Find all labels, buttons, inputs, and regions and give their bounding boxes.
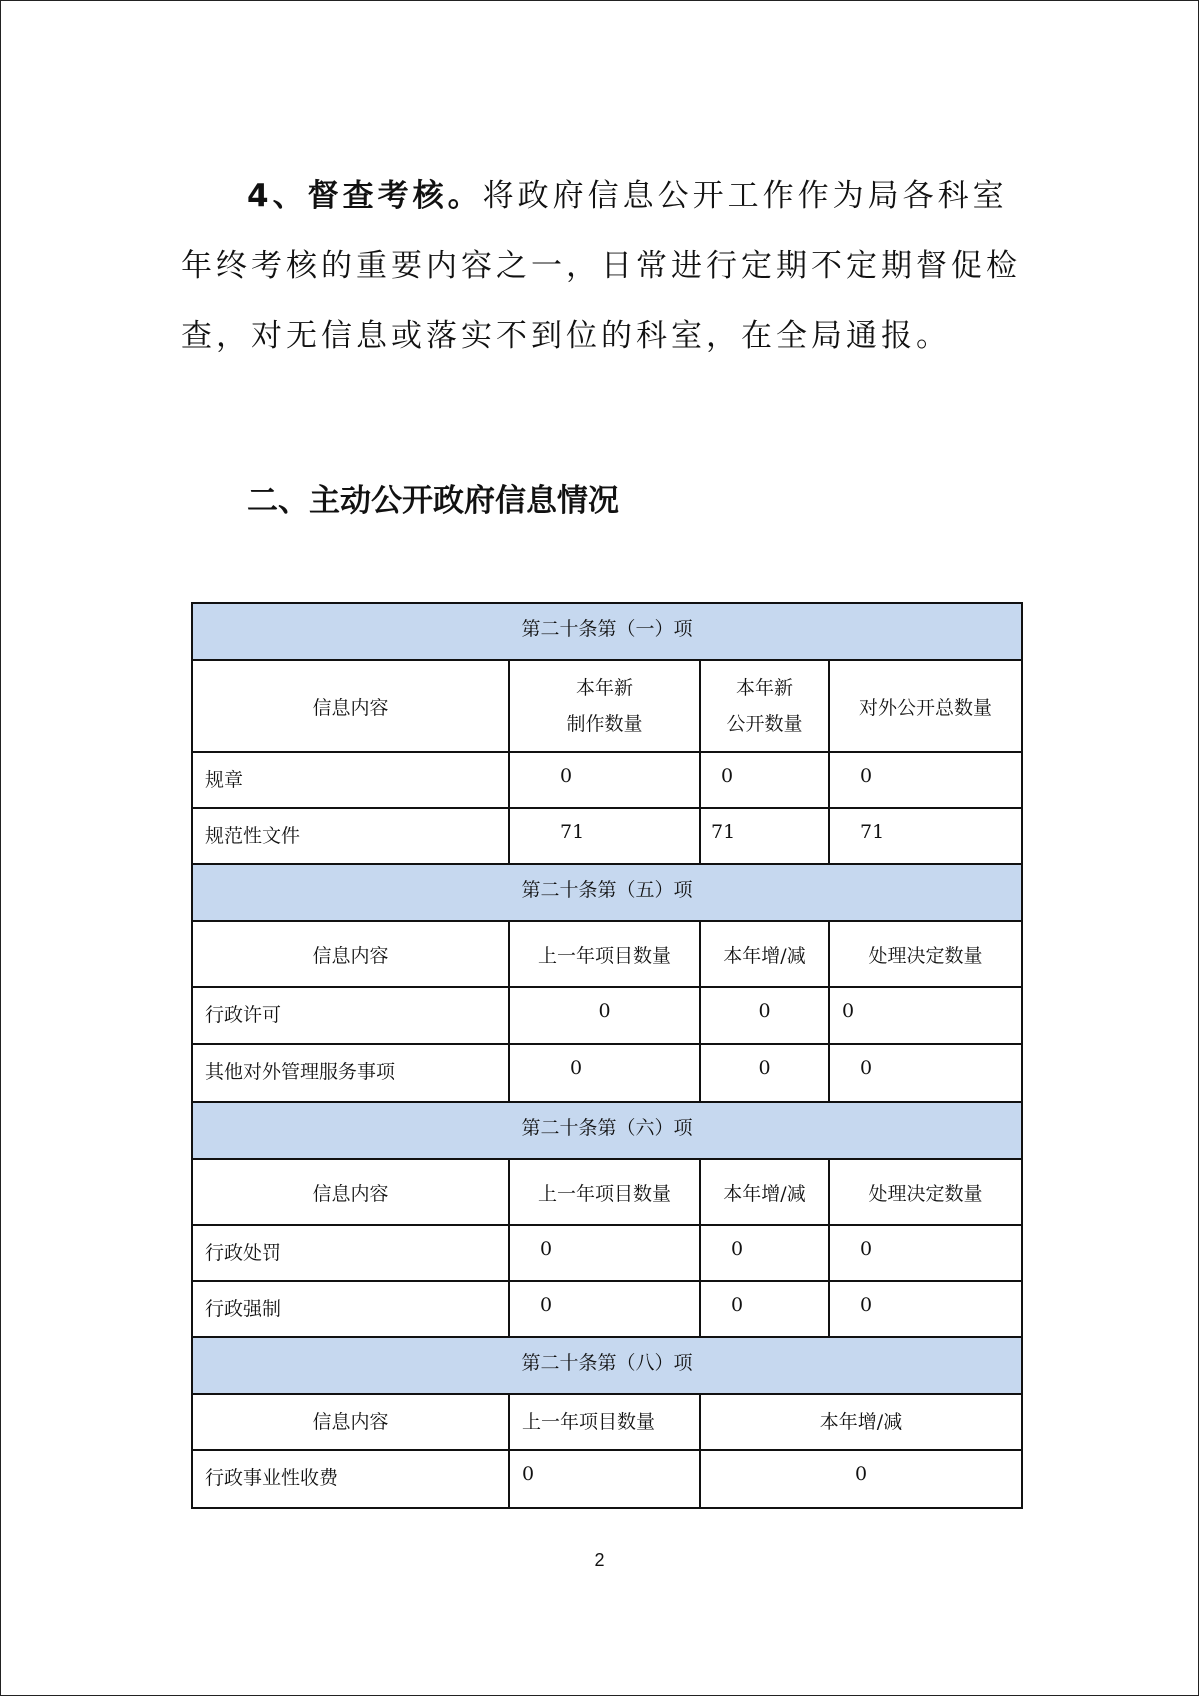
- section-title: 第二十条第（一）项: [192, 603, 1022, 660]
- column-header: 本年新 公开数量: [700, 660, 829, 752]
- column-header: 信息内容: [192, 1159, 509, 1225]
- column-header: 信息内容: [192, 660, 509, 752]
- disclosure-table: [191, 602, 1023, 1509]
- table-cell: 0: [509, 1450, 700, 1508]
- section-header-row: [192, 603, 1022, 660]
- table-cell: 0: [509, 987, 700, 1044]
- table-row: [192, 1044, 1022, 1102]
- table-cell: 行政许可: [192, 987, 509, 1044]
- table-cell: 0: [829, 752, 1022, 808]
- table-cell: 0: [509, 752, 700, 808]
- section-title: 第二十条第（八）项: [192, 1337, 1022, 1394]
- column-header: 信息内容: [192, 1394, 509, 1450]
- column-header-row: [192, 1394, 1022, 1450]
- paragraph-body: 将政府信息公开工作作为局各科室年终考核的重要内容之一，日常进行定期不定期督促检查，对无信息或落实不到位的科室，在全局通报。: [181, 178, 1021, 354]
- paragraph-lead: 4、督查考核。: [247, 178, 483, 214]
- table-row: [192, 1281, 1022, 1337]
- table-cell: 71: [700, 808, 829, 864]
- table-cell: 0: [829, 1281, 1022, 1337]
- section-title: 第二十条第（六）项: [192, 1102, 1022, 1159]
- table-cell: 0: [509, 1281, 700, 1337]
- column-header: 本年增/减: [700, 1394, 1022, 1450]
- section-header-row: [192, 1102, 1022, 1159]
- table-cell: 其他对外管理服务事项: [192, 1044, 509, 1102]
- table-row: [192, 1450, 1022, 1508]
- section-title: 第二十条第（五）项: [192, 864, 1022, 921]
- table-cell: 0: [829, 1044, 1022, 1102]
- table-row: [192, 808, 1022, 864]
- table-row: [192, 752, 1022, 808]
- supervision-paragraph: [181, 161, 1021, 371]
- table-cell: 71: [509, 808, 700, 864]
- column-header: 上一年项目数量: [509, 921, 700, 987]
- section-header-row: [192, 864, 1022, 921]
- table-row: [192, 987, 1022, 1044]
- table-cell: 0: [700, 1450, 1022, 1508]
- column-header-row: [192, 921, 1022, 987]
- table-cell: 行政事业性收费: [192, 1450, 509, 1508]
- table-cell: 规范性文件: [192, 808, 509, 864]
- column-header: 上一年项目数量: [509, 1394, 700, 1450]
- table-cell: 0: [700, 1225, 829, 1281]
- column-header-row: [192, 1159, 1022, 1225]
- table-cell: 0: [700, 1281, 829, 1337]
- table-cell: 0: [509, 1225, 700, 1281]
- table-cell: 0: [700, 752, 829, 808]
- column-header: 处理决定数量: [829, 921, 1022, 987]
- column-header: 信息内容: [192, 921, 509, 987]
- table-cell: 71: [829, 808, 1022, 864]
- table-cell: 0: [509, 1044, 700, 1102]
- column-header: 处理决定数量: [829, 1159, 1022, 1225]
- column-header: 上一年项目数量: [509, 1159, 700, 1225]
- table-cell: 行政处罚: [192, 1225, 509, 1281]
- column-header-row: [192, 660, 1022, 752]
- section-header-row: [192, 1337, 1022, 1394]
- table-cell: 规章: [192, 752, 509, 808]
- section-heading: 二、主动公开政府信息情况: [247, 483, 619, 519]
- table-cell: 行政强制: [192, 1281, 509, 1337]
- column-header: 本年新 制作数量: [509, 660, 700, 752]
- table-row: [192, 1225, 1022, 1281]
- table-cell: 0: [829, 987, 1022, 1044]
- column-header: 本年增/减: [700, 1159, 829, 1225]
- page-number: 2: [594, 1550, 605, 1570]
- table-cell: 0: [700, 987, 829, 1044]
- column-header: 对外公开总数量: [829, 660, 1022, 752]
- table-cell: 0: [829, 1225, 1022, 1281]
- column-header: 本年增/减: [700, 921, 829, 987]
- table-cell: 0: [700, 1044, 829, 1102]
